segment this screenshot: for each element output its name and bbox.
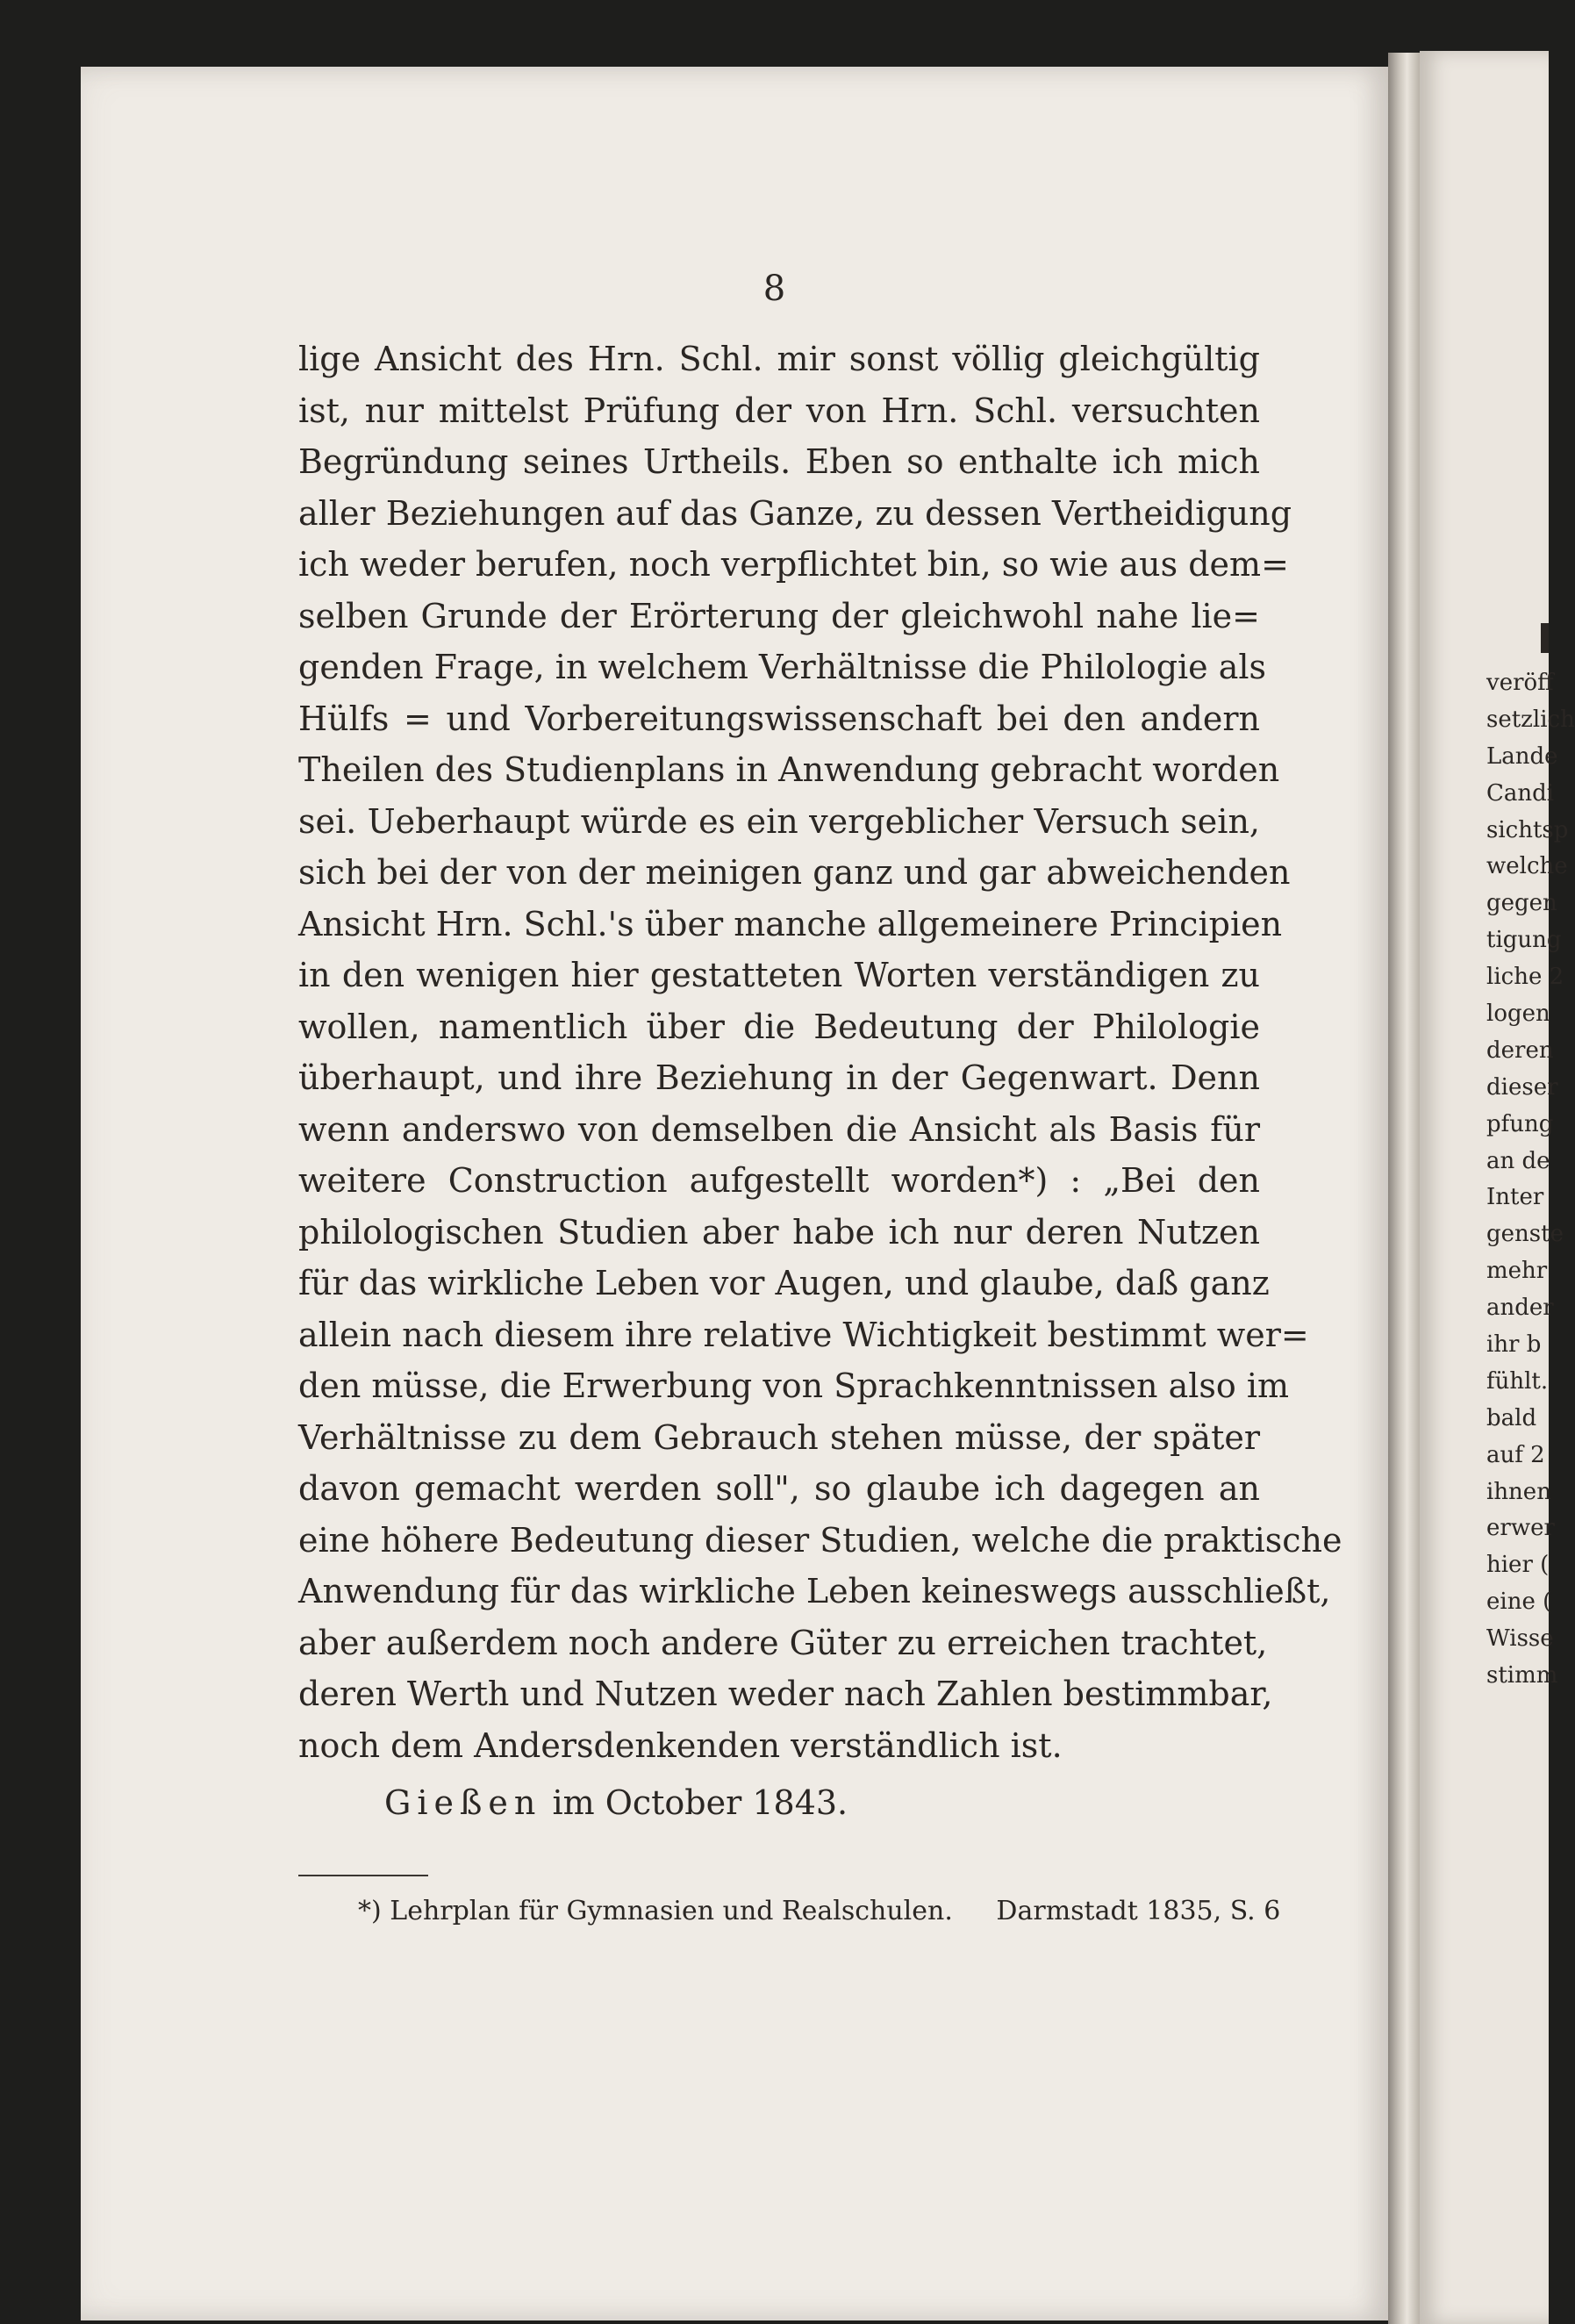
facing-line: logen [1486,1001,1550,1028]
book-gutter [1388,53,1420,2324]
text-line: für das wirkliche Leben vor Augen, und glaube, daß ganz [298,1264,1270,1302]
facing-line: dieser [1486,1073,1558,1101]
facing-page-mark [1541,623,1549,653]
text-line: allein nach diesem ihre relative Wichtigkeit bestimmt wer= [298,1315,1309,1354]
text-line: sei. Ueberhaupt würde es ein vergeblicher Versuch sein, [298,801,1260,841]
closing-dateline [384,1783,848,1822]
text-line: genden Frage, in welchem Verhältnisse die Philologie als [298,648,1267,686]
text-line: Ansicht Hrn. Schl.'s über manche allgemeinere Principien [298,904,1283,943]
facing-line: sichtsp [1486,816,1569,843]
facing-line: Inter [1486,1184,1544,1211]
closing-place: Gießen [384,1783,542,1822]
facing-line: Lande [1486,742,1558,770]
closing-date: im October 1843. [552,1783,848,1822]
page-number: 8 [762,269,786,309]
facing-line: Wisse [1486,1625,1554,1653]
facing-line: hier ( [1486,1552,1550,1579]
footnote-divider [298,1875,428,1876]
footnote-reference: Darmstadt 1835, S. 6 [996,1896,1281,1926]
facing-line: gegen [1486,890,1557,917]
facing-line: pfung [1486,1110,1554,1137]
text-line: lige Ansicht des Hrn. Schl. mir sonst völlig gleichgültig [298,340,1260,378]
facing-line: ihr b [1486,1331,1542,1359]
text-line: aller Beziehungen auf das Ganze, zu dessen Vertheidigung [298,493,1292,533]
facing-line: liche 2 [1486,964,1564,991]
text-line: philologischen Studien aber habe ich nur deren Nutzen [298,1212,1260,1252]
footnote [358,1896,1280,1926]
text-line: überhaupt, und ihre Beziehung in der Gegenwart. Denn [298,1058,1260,1097]
facing-line: setzlich [1486,706,1575,733]
text-line: wenn anderswo von demselben die Ansicht als Basis für [298,1109,1260,1149]
facing-line: veröff [1486,670,1554,696]
text-line: eine höhere Bedeutung dieser Studien, welche die praktische [298,1520,1342,1560]
text-line: Anwendung für das wirkliche Leben keineswegs ausschließt, [298,1572,1331,1610]
footnote-marker: *) [358,1896,382,1926]
text-line: ist, nur mittelst Prüfung der von Hrn. Schl. versuchten [298,391,1260,430]
text-line: weitere Construction aufgestellt worden*) : „Bei den [298,1161,1260,1200]
facing-line: eine ( [1486,1589,1552,1616]
facing-line: fühlt. [1486,1367,1549,1395]
text-line: wollen, namentlich über die Bedeutung der Philologie [298,1007,1260,1046]
facing-line: genste [1486,1221,1564,1248]
text-line: davon gemacht werden soll", so glaube ich dagegen an [298,1469,1260,1508]
text-line: Theilen des Studienplans in Anwendung gebracht worden [298,750,1280,789]
text-line: noch dem Andersdenkenden verständlich ist. [298,1725,1063,1765]
facing-line: mehr [1486,1258,1548,1285]
facing-line: tigung [1486,927,1562,954]
text-line: Begründung seines Urtheils. Eben so enthalte ich mich [298,442,1260,481]
text-line: den müsse, die Erwerbung von Sprachkenntnissen also im [298,1366,1290,1405]
facing-line: welche [1486,853,1568,880]
footnote-text: Lehrplan für Gymnasien und Realschulen. [390,1896,953,1926]
facing-line: an de [1486,1147,1550,1174]
facing-line: ander [1486,1295,1554,1322]
facing-line: Candi [1486,779,1555,807]
text-line: Verhältnisse zu dem Gebrauch stehen müsse, der später [298,1417,1260,1457]
facing-line: erwer [1486,1515,1555,1542]
text-line: sich bei der von der meinigen ganz und gar abweichenden [298,853,1291,892]
text-line: Hülfs = und Vorbereitungswissenschaft bei den andern [298,699,1260,738]
text-line: ich weder berufen, noch verpflichtet bin, so wie aus dem= [298,545,1289,584]
body-text [298,334,1342,1771]
facing-line: stimm [1486,1662,1558,1689]
text-line: deren Werth und Nutzen weder nach Zahlen bestimmbar, [298,1675,1273,1713]
text-line: in den wenigen hier gestatteten Worten verständigen zu [298,956,1260,994]
text-line: selben Grunde der Erörterung der gleichwohl nahe lie= [298,596,1260,635]
text-line: aber außerdem noch andere Güter zu erreichen trachtet, [298,1623,1268,1662]
facing-page-text [1486,665,1575,1695]
facing-line: deren [1486,1036,1554,1064]
facing-line: ihnen [1486,1478,1551,1505]
facing-line: bald [1486,1404,1537,1431]
facing-line: auf 2 [1486,1441,1545,1468]
